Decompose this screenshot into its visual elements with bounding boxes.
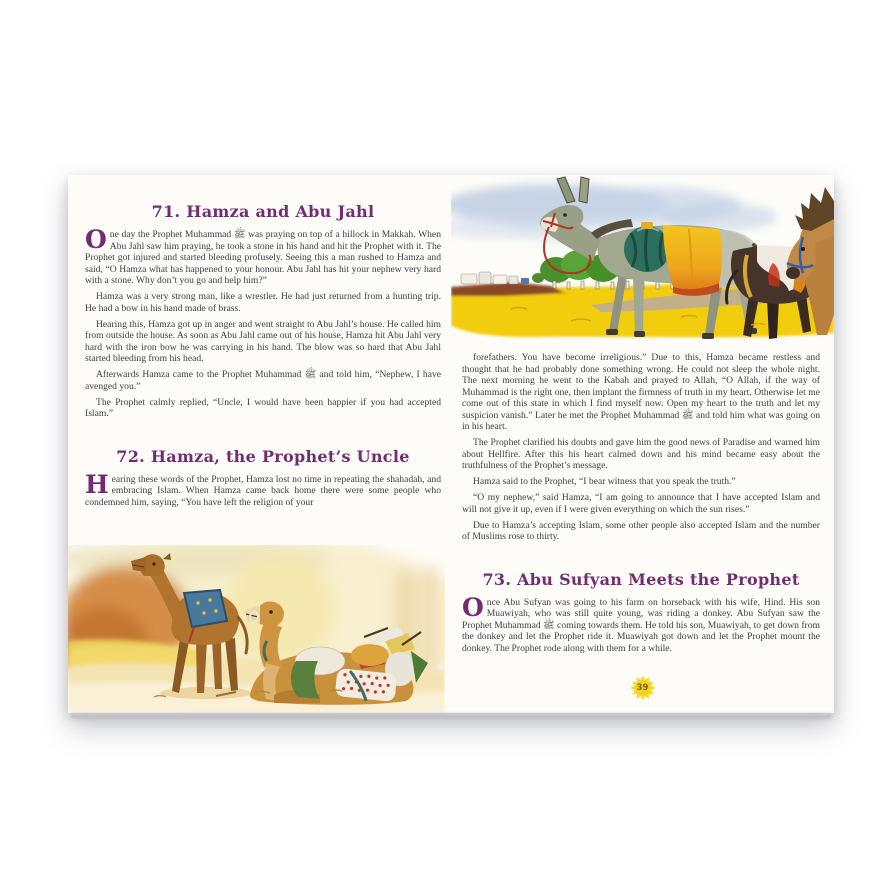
paragraph: Hearing this, Hamza got up in anger and went straight to Abu Jahl’s house. He called him from outside the house. As soon as Abu Jahl came out of his house, Hamza hit Abu Jahl very hard with the iron bow he was carrying in his hand. The blow was so hard that Abu Jahl started bleeding from his head. [85,318,441,364]
paragraph [85,469,441,509]
drop-cap: H [85,469,109,499]
paragraph: The Prophet clarified his doubts and gave him the good news of Paradise and warned him about Hellfire. After this his heart calmed down and his mind became easy about the truthfulness of the Prophet’s message. [462,437,820,471]
paragraph-text: ne day the Prophet Muhammad ﷺ was praying on top of a hillock in Makkah. When Abu Jahl saw him praying, he took a stone in his hand and hit the Prophet with it. The Prophet got injured and started bleeding profusely. Seeing this a man rushed to Hamza and said, “O Hamza what has happened to your honour. Abu Jahl has hit your nephew very hard with a stone. Why don’t you go and help him?” [85,229,441,286]
left-page [68,175,451,713]
paragraph: Afterwards Hamza came to the Prophet Muhammad ﷺ and told him, “Nephew, I have avenged you.” [85,369,442,392]
page-number: 39 [636,683,649,693]
paragraph [85,225,441,287]
drop-cap: O [462,592,484,622]
paragraph: “O my nephew,” said Hamza, “I am going to announce that I have accepted Islam and will not give it up, even if I were given everything on which the sun rises.” [462,492,820,515]
paragraph [462,592,820,655]
open-book-spread [68,175,834,713]
chapter-72-heading: 72. Hamza, the Prophet’s Uncle [116,446,410,466]
drop-cap: O [85,225,107,254]
chapter-73-heading: 73. Abu Sufyan Meets the Prophet [482,569,800,589]
donkey-caravan-illustration [451,175,834,348]
paragraph: Hamza was a very strong man, like a wrestler. He had just returned from a hunting trip. He had a bow in his hand made of brass. [85,291,441,314]
page-number-badge [630,675,656,701]
village-buildings [461,272,544,284]
paragraph: The Prophet calmly replied, “Uncle, I would have been happier if you had accepted Islam.” [85,396,441,419]
right-page [451,175,834,713]
paragraph: Hamza said to the Prophet, “I bear witness that you speak the truth.” [473,476,736,487]
paragraph-text: earing these words of the Prophet, Hamza lost no time in repeating the shahadah, and embracing Islam. When Hamza came back home there were some people who condemned him, saying, “You have left the religion of your [85,473,441,508]
camels-desert-illustration [68,545,445,713]
chapter-71-heading: 71. Hamza and Abu Jahl [151,202,375,221]
paragraph: forefathers. You have become irreligious.” Due to this, Hamza became restless and thought that he had probably done something wrong. He could not sleep the whole night. The next morning he went to the Kabah and prayed to Allah, “O Allah, if the way of Muhammad is the right one, then implant the firmness of truth in my heart. Otherwise let me come out of this state in which I find myself now. Open my heart to the truth and let my suspicion vanish.” Later he met the Prophet Muhammad ﷺ and told him what was going on in his heart. [462,352,820,432]
paragraph: Due to Hamza’s accepting Islam, some other people also accepted Islam and the number of Muslims rose to thirty. [462,519,820,542]
right-text-column [462,352,820,659]
paragraph-text: nce Abu Sufyan was going to his farm on horseback with his wife, Hind. His son Muawiyah, who was still quite young, was riding a donkey. Abu Sufyan saw the Prophet Muhammad ﷺ coming towards them. He told his son, Muawiyah, to get down from the donkey and let the Prophet ride it. Muawiyah got down and let the Prophet mount the donkey. The Prophet rode along with them for a while. [462,596,820,654]
left-text-column [85,176,441,513]
